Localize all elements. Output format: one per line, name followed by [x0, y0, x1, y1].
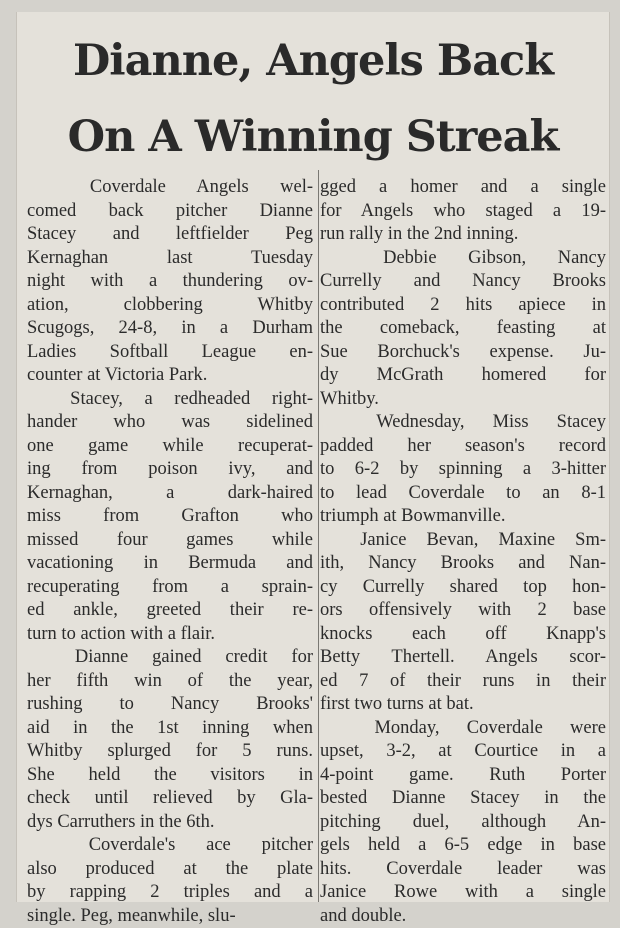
article-line: cy Currelly shared top hon- [320, 576, 606, 600]
article-line: Kernaghan last Tuesday [27, 247, 313, 271]
article-line: to 6-2 by spinning a 3-hitter [320, 458, 606, 482]
article-line: for Angels who staged a 19- [320, 200, 606, 224]
article-line: recuperating from a sprain- [27, 576, 313, 600]
article-line: Coverdale's ace pitcher [27, 834, 313, 858]
article-line: to lead Coverdale to an 8-1 [320, 482, 606, 506]
article-line: rushing to Nancy Brooks' [27, 693, 313, 717]
article-line: ed 7 of their runs in their [320, 670, 606, 694]
column-divider [318, 170, 319, 902]
article-line: and double. [320, 905, 606, 928]
article-line: hander who was sidelined [27, 411, 313, 435]
article-line: Whitby splurged for 5 runs. [27, 740, 313, 764]
article-line: aid in the 1st inning when [27, 717, 313, 741]
article-line: Janice Rowe with a single [320, 881, 606, 905]
article-line: Dianne gained credit for [27, 646, 313, 670]
article-line: check until relieved by Gla- [27, 787, 313, 811]
article-line: the comeback, feasting at [320, 317, 606, 341]
article-line: turn to action with a flair. [27, 623, 313, 647]
article-column-left [27, 176, 313, 928]
article-line: Debbie Gibson, Nancy [320, 247, 606, 271]
article-line: gels held a 6-5 edge in base [320, 834, 606, 858]
article-line: dy McGrath homered for [320, 364, 606, 388]
article-line: padded her season's record [320, 435, 606, 459]
article-line: upset, 3-2, at Courtice in a [320, 740, 606, 764]
article-line: gged a homer and a single [320, 176, 606, 200]
article-line: vacationing in Bermuda and [27, 552, 313, 576]
article-column-right [320, 176, 606, 928]
article-line: run rally in the 2nd inning. [320, 223, 606, 247]
article-line: ed ankle, greeted their re- [27, 599, 313, 623]
article-line: ing from poison ivy, and [27, 458, 313, 482]
article-line: Sue Borchuck's expense. Ju- [320, 341, 606, 365]
article-line: Ladies Softball League en- [27, 341, 313, 365]
article-line: Monday, Coverdale were [320, 717, 606, 741]
article-line: Betty Thertell. Angels scor- [320, 646, 606, 670]
article-line: ith, Nancy Brooks and Nan- [320, 552, 606, 576]
article-line: Scugogs, 24-8, in a Durham [27, 317, 313, 341]
article-line: contributed 2 hits apiece in [320, 294, 606, 318]
article-line: dys Carruthers in the 6th. [27, 811, 313, 835]
article-line: counter at Victoria Park. [27, 364, 313, 388]
article-line: Stacey and leftfielder Peg [27, 223, 313, 247]
article-line: 4-point game. Ruth Porter [320, 764, 606, 788]
article-line: comed back pitcher Dianne [27, 200, 313, 224]
newspaper-clipping [16, 12, 610, 902]
article-line: Wednesday, Miss Stacey [320, 411, 606, 435]
article-line: knocks each off Knapp's [320, 623, 606, 647]
article-line: triumph at Bowmanville. [320, 505, 606, 529]
article-line: first two turns at bat. [320, 693, 606, 717]
article-line: one game while recuperat- [27, 435, 313, 459]
headline-line-2: On A Winning Streak [17, 112, 609, 162]
article-line: Whitby. [320, 388, 606, 412]
headline-line-1: Dianne, Angels Back [17, 36, 609, 86]
article-line: missed four games while [27, 529, 313, 553]
article-line: hits. Coverdale leader was [320, 858, 606, 882]
article-line: by rapping 2 triples and a [27, 881, 313, 905]
article-line: miss from Grafton who [27, 505, 313, 529]
article-line: single. Peg, meanwhile, slu- [27, 905, 313, 928]
article-line: her fifth win of the year, [27, 670, 313, 694]
article-line: bested Dianne Stacey in the [320, 787, 606, 811]
article-line: She held the visitors in [27, 764, 313, 788]
article-line: pitching duel, although An- [320, 811, 606, 835]
article-line: night with a thundering ov- [27, 270, 313, 294]
article-line: also produced at the plate [27, 858, 313, 882]
article-line: ors offensively with 2 base [320, 599, 606, 623]
article-line: Currelly and Nancy Brooks [320, 270, 606, 294]
article-line: Kernaghan, a dark-haired [27, 482, 313, 506]
article-line: Janice Bevan, Maxine Sm- [320, 529, 606, 553]
article-line: Stacey, a redheaded right- [27, 388, 313, 412]
article-line: ation, clobbering Whitby [27, 294, 313, 318]
article-line: Coverdale Angels wel- [27, 176, 313, 200]
